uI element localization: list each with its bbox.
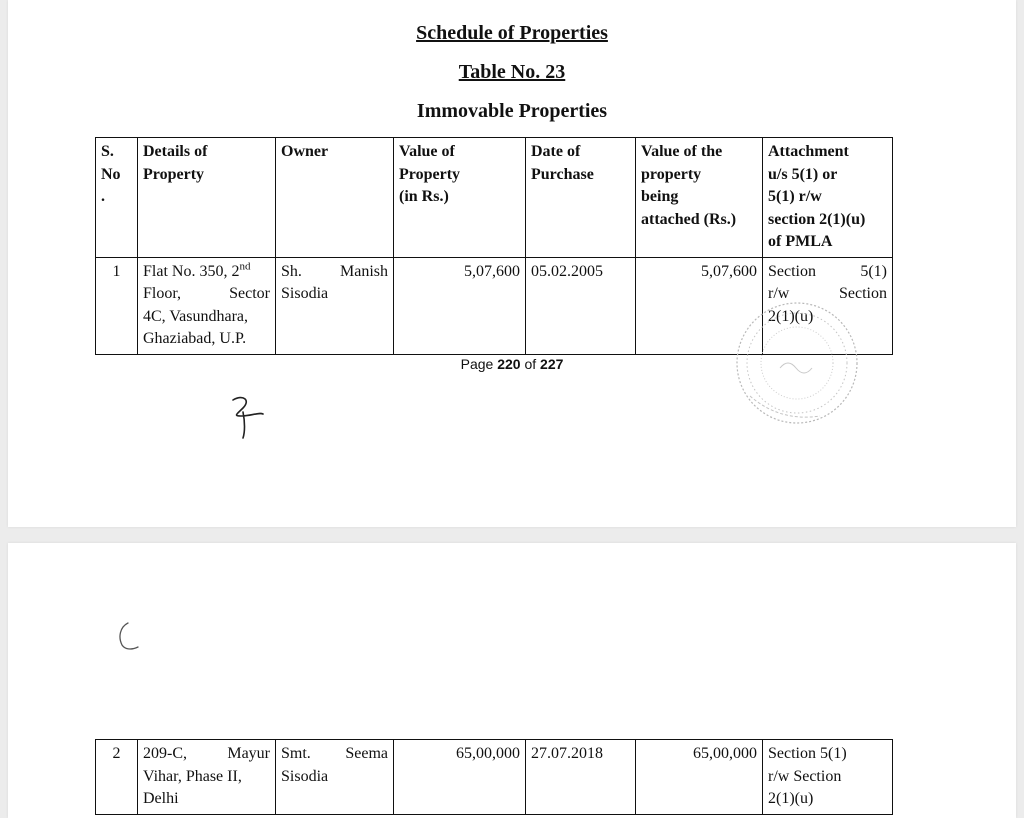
- row-value: 5,07,600: [394, 257, 526, 354]
- row-sno: 1: [96, 257, 138, 354]
- document-page-1: [8, 0, 1016, 527]
- row-date: 05.02.2005: [526, 257, 636, 354]
- row-details: Flat No. 350, 2nd Floor, Sector 4C, Vasundhara, Ghaziabad, U.P.: [138, 257, 276, 354]
- header-sno: S. No .: [96, 138, 138, 258]
- pen-mark: [114, 619, 144, 653]
- properties-table-continued: [95, 739, 893, 815]
- row-attached-value: 65,00,000: [636, 740, 763, 815]
- page-number: Page 220 of 227: [460, 356, 564, 372]
- table-row: [96, 740, 893, 815]
- row-sno: 2: [96, 740, 138, 815]
- header-value: Value of Property (in Rs.): [394, 138, 526, 258]
- table-header-row: [96, 138, 893, 258]
- header-date: Date of Purchase: [526, 138, 636, 258]
- document-page-2: [8, 543, 1016, 818]
- official-seal: [730, 296, 865, 431]
- row-details: 209-C, Mayur Vihar, Phase II, Delhi: [138, 740, 276, 815]
- header-attached-value: Value of the property being attached (Rs.): [636, 138, 763, 258]
- row-date: 27.07.2018: [526, 740, 636, 815]
- initials-signature: [223, 392, 273, 442]
- row-attached-value: 5,07,600: [636, 257, 763, 354]
- section-heading: Immovable Properties: [416, 100, 608, 122]
- header-owner: Owner: [276, 138, 394, 258]
- header-details: Details of Property: [138, 138, 276, 258]
- row-owner: Smt. Seema Sisodia: [276, 740, 394, 815]
- table-number: Table No. 23: [458, 61, 566, 83]
- row-attachment: Section 5(1) r/w Section 2(1)(u): [763, 257, 893, 354]
- header-attachment: Attachment u/s 5(1) or 5(1) r/w section 2(1)(u) of PMLA: [763, 138, 893, 258]
- row-attachment: Section 5(1) r/w Section 2(1)(u): [763, 740, 893, 815]
- row-value: 65,00,000: [394, 740, 526, 815]
- schedule-title: Schedule of Properties: [416, 22, 608, 44]
- row-owner: Sh. Manish Sisodia: [276, 257, 394, 354]
